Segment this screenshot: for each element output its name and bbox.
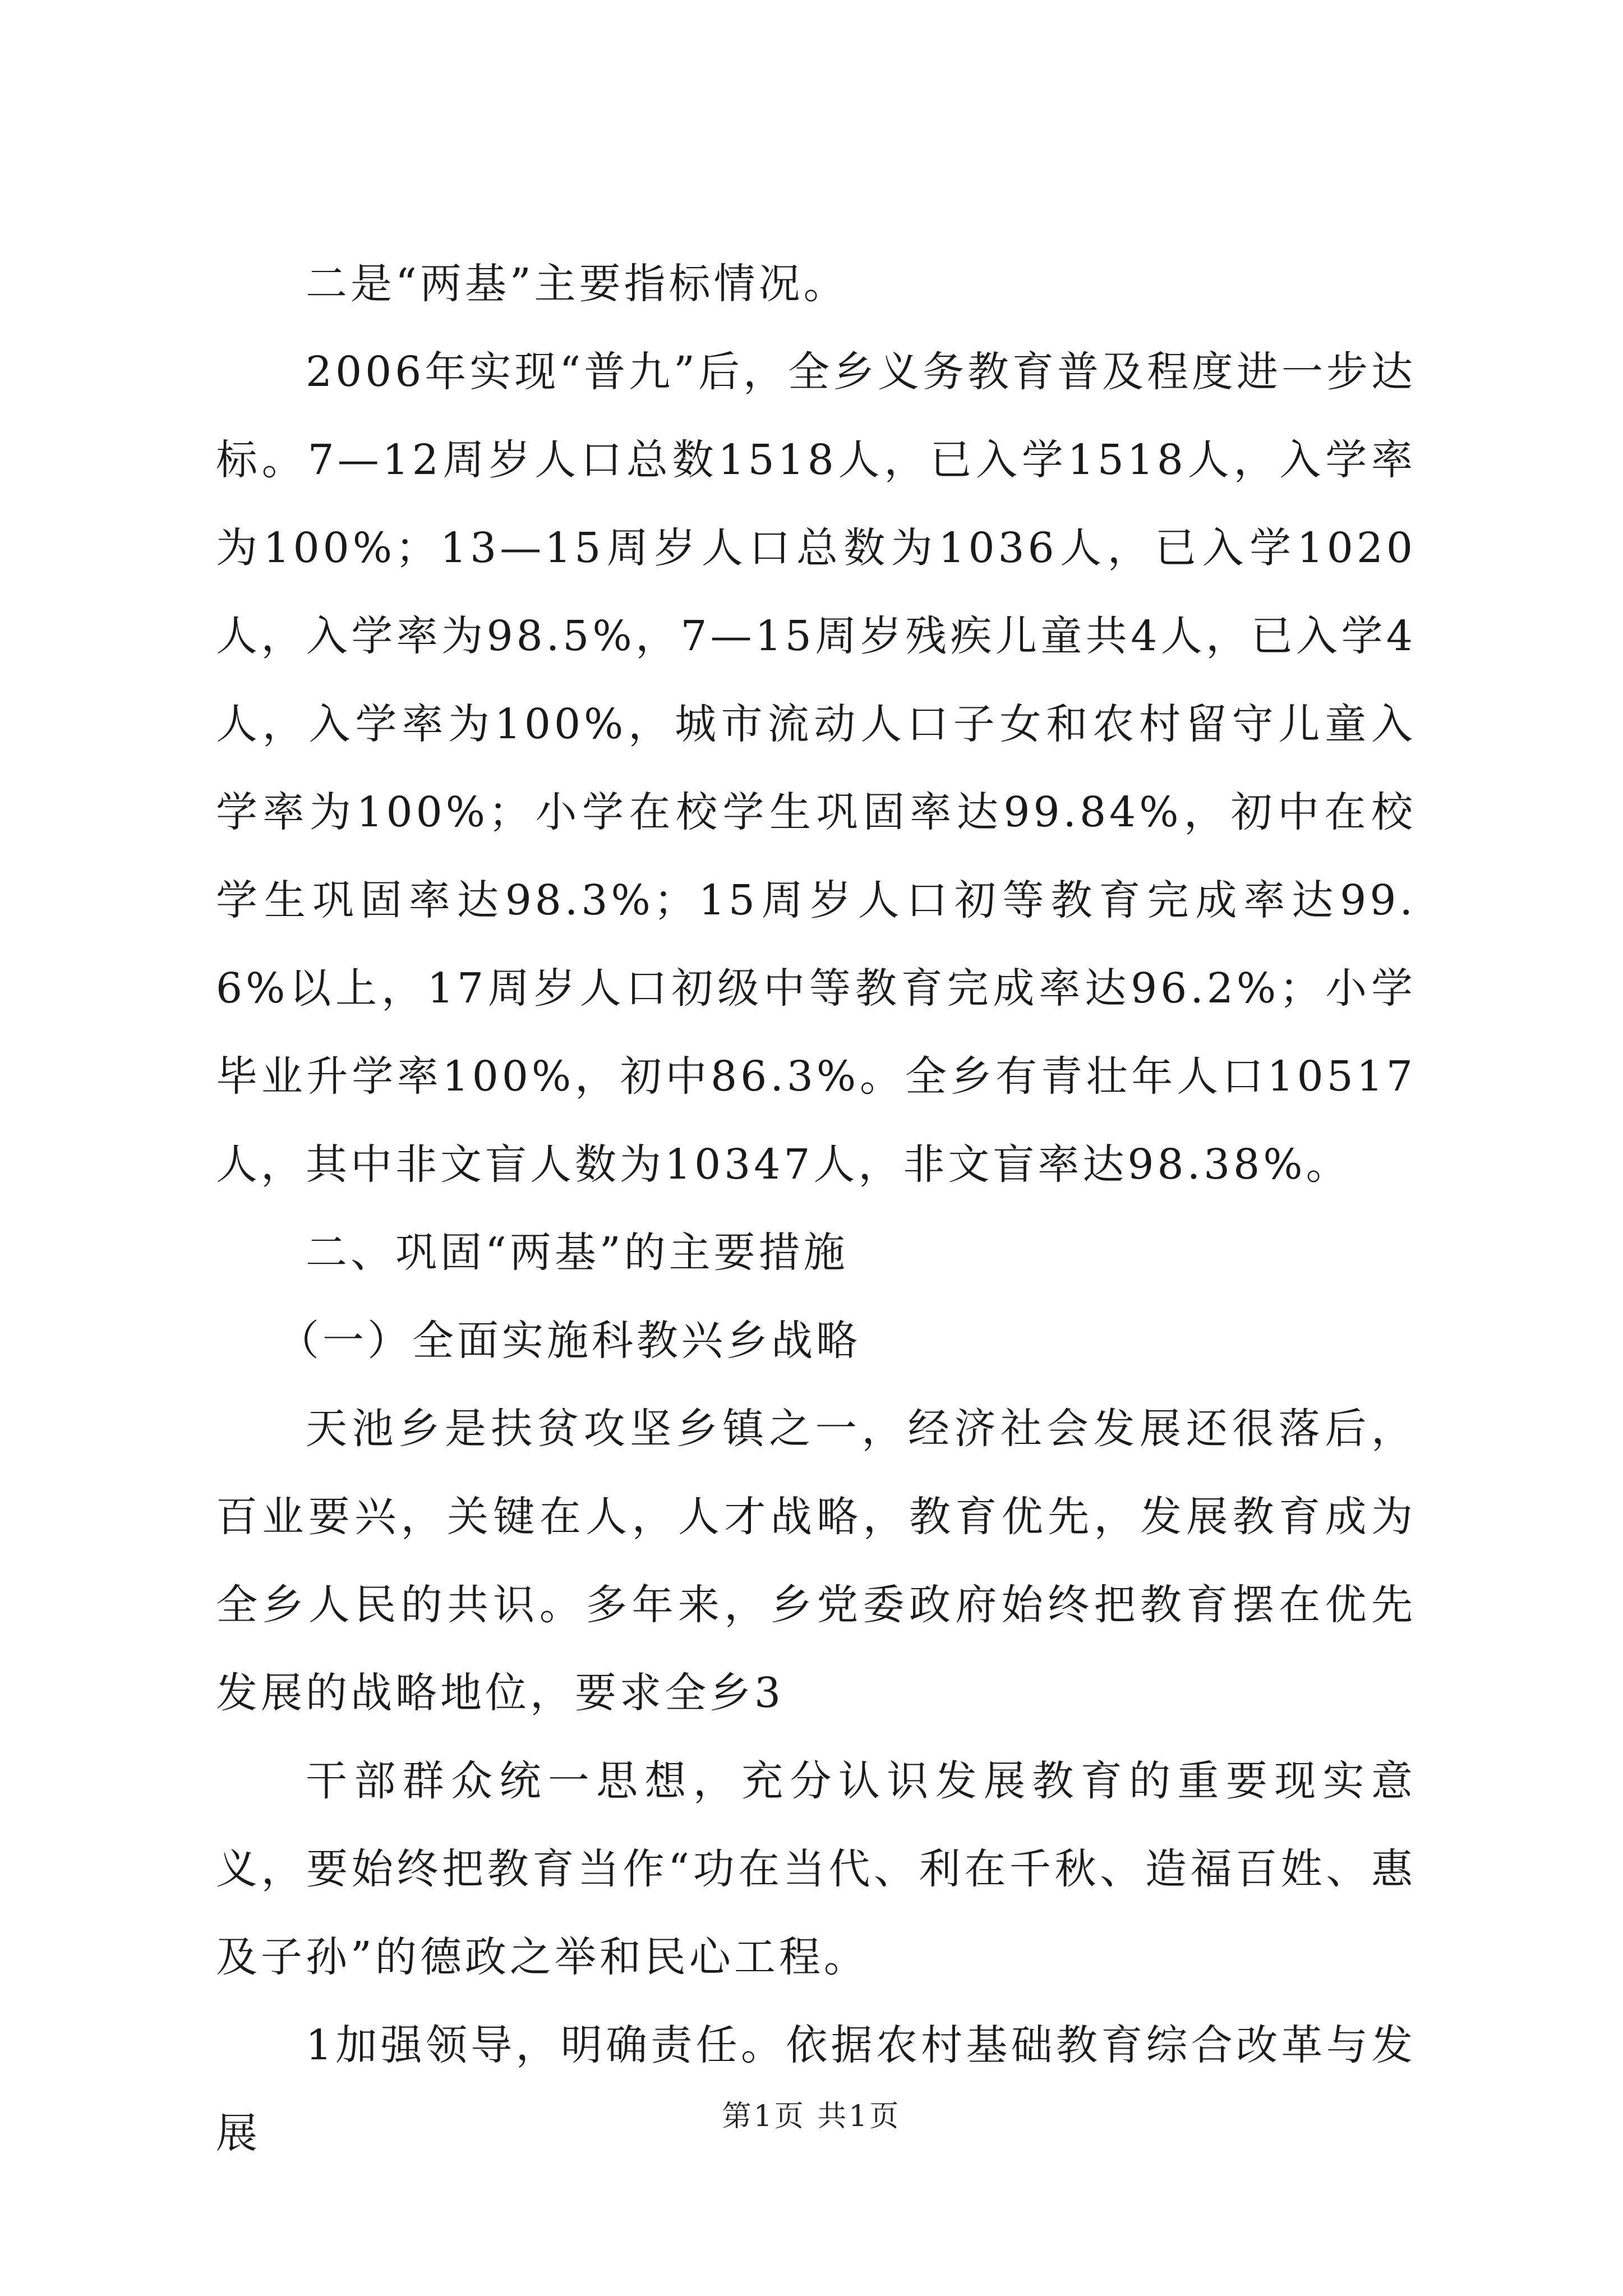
paragraph-key-indicators-intro: 二是“两基”主要指标情况。: [306, 260, 849, 308]
paragraph-key-indicators-detail: 2006年实现“普九”后，全乡义务教育普及程度进一步达标。7—12周岁人口总数1518人，已入学1518人，入学率为100%；13—15周岁人口总数为1036人，已入学1020人，入学率为98.5%，7—15周岁残疾儿童共4人，已入学4人，入学率为100%，城市流动人口子女和农村留守儿童入学率为100%；小学在校学生巩固率达99.84%，初中在校学生巩固率达98.3%；15周岁人口初等教育完成率达99.6%以上，17周岁人口初级中等教育完成率达96.2%；小学毕业升学率100%，初中86.3%。全乡有青壮年人口10517人，其中非文盲人数为10347人，非文盲率达98.38%。: [216, 348, 1416, 1189]
paragraph-strategy-consensus: 干部群众统一思想，充分认识发展教育的重要现实意义，要始终把教育当作“功在当代、利在千秋、造福百姓、惠及子孙”的德政之举和民心工程。: [216, 1757, 1416, 1981]
page-footer-page-number: 第1页 共1页: [722, 2100, 901, 2133]
document-body: [216, 240, 1416, 2178]
subsection-heading-strategy: （一）全面实施科教兴乡战略: [278, 1317, 861, 1365]
section-heading-measures: 二、巩固“两基”的主要措施: [306, 1228, 849, 1277]
paragraph-strategy-background: 天池乡是扶贫攻坚乡镇之一，经济社会发展还很落后，百业要兴，关键在人，人才战略，教育优先，发展教育成为全乡人民的共识。多年来，乡党委政府始终把教育摆在优先发展的战略地位，要求全乡3: [216, 1405, 1416, 1717]
paragraph-leadership: 1加强领导，明确责任。依据农村基础教育综合改革与发展: [216, 2021, 1416, 2157]
